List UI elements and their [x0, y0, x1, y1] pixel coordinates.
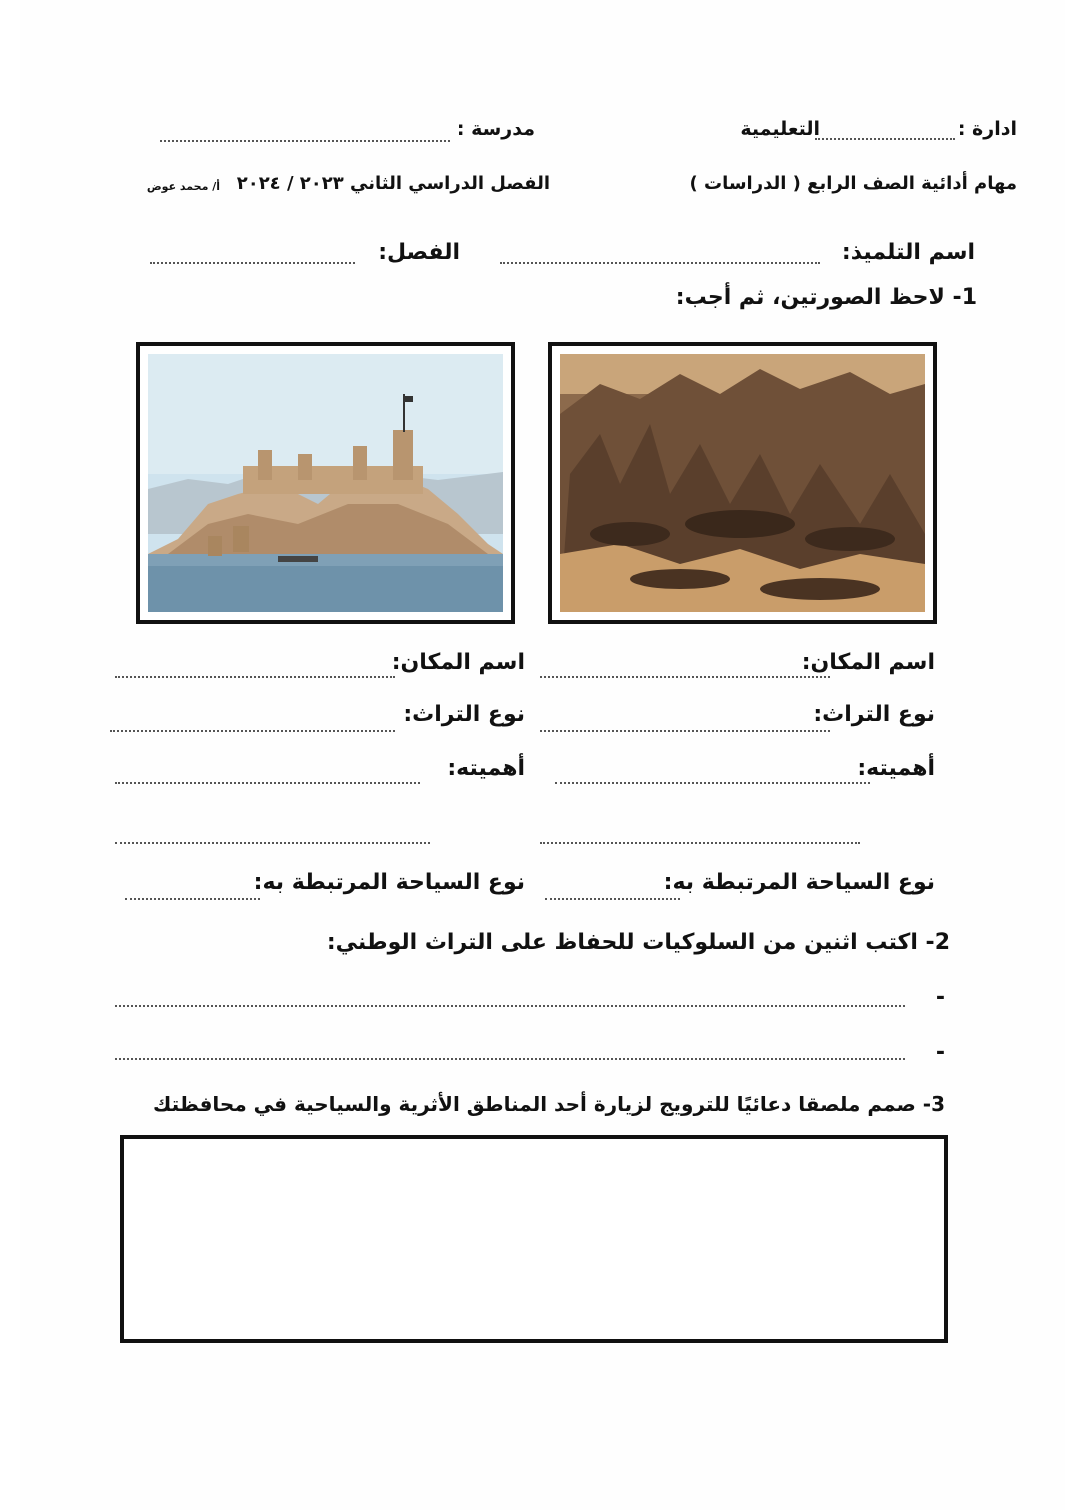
left-tourism-label: نوع السياحة المرتبطة به:: [253, 870, 525, 895]
q2-answer-2[interactable]: [115, 1058, 905, 1060]
q2-bullet-2: -: [935, 1040, 945, 1065]
right-importance-field[interactable]: [555, 782, 870, 784]
right-tourism-label: نوع السياحة المرتبطة به:: [663, 870, 935, 895]
q3-prompt: 3- صمم ملصقا دعائيًا للترويج لزيارة أحد المناطق الأثرية والسياحية في محافظتك: [153, 1092, 945, 1116]
rocks-image-frame: [548, 342, 937, 624]
school-label: مدرسة :: [456, 118, 535, 140]
left-heritage-label: نوع التراث:: [403, 702, 525, 727]
left-tourism-field[interactable]: [125, 898, 260, 900]
right-place-label: اسم المكان:: [801, 650, 935, 675]
tasks-title: مهام أدائية الصف الرابع ( الدراسات ): [689, 173, 1017, 194]
q1-prompt: 1- لاحظ الصورتين، ثم أجب:: [675, 285, 977, 310]
castle-image-frame: [136, 342, 515, 624]
term-label: الفصل الدراسي الثاني ٢٠٢٣ / ٢٠٢٤: [236, 173, 550, 194]
left-importance-label: أهميته:: [447, 756, 525, 781]
petrified-forest-image: [560, 354, 925, 612]
right-heritage-label: نوع التراث:: [813, 702, 935, 727]
class-field[interactable]: [150, 262, 355, 264]
left-place-field[interactable]: [115, 676, 395, 678]
class-label: الفصل:: [378, 240, 460, 265]
student-name-label: اسم التلميذ:: [841, 240, 975, 265]
left-importance-field-2[interactable]: [115, 842, 430, 844]
q2-answer-1[interactable]: [115, 1005, 905, 1007]
left-place-label: اسم المكان:: [391, 650, 525, 675]
poster-box[interactable]: [120, 1135, 948, 1343]
right-tourism-field[interactable]: [545, 898, 680, 900]
worksheet-page: [20, 0, 1065, 1510]
q2-prompt: 2- اكتب اثنين من السلوكيات للحفاظ على التراث الوطني:: [326, 930, 950, 955]
right-importance-label: أهميته:: [857, 756, 935, 781]
school-blank[interactable]: [160, 140, 450, 142]
right-heritage-field[interactable]: [540, 730, 830, 732]
q2-bullet-1: -: [935, 985, 945, 1010]
admin-suffix: التعليمية: [740, 118, 820, 140]
left-importance-field[interactable]: [115, 782, 420, 784]
castle-island-image: [148, 354, 503, 612]
left-heritage-field[interactable]: [110, 730, 395, 732]
right-place-field[interactable]: [540, 676, 830, 678]
admin-label: ادارة :: [957, 118, 1017, 140]
author-label: أ/ محمد عوض: [146, 180, 220, 193]
admin-blank[interactable]: [815, 138, 955, 140]
student-name-field[interactable]: [500, 262, 820, 264]
right-importance-field-2[interactable]: [540, 842, 860, 844]
